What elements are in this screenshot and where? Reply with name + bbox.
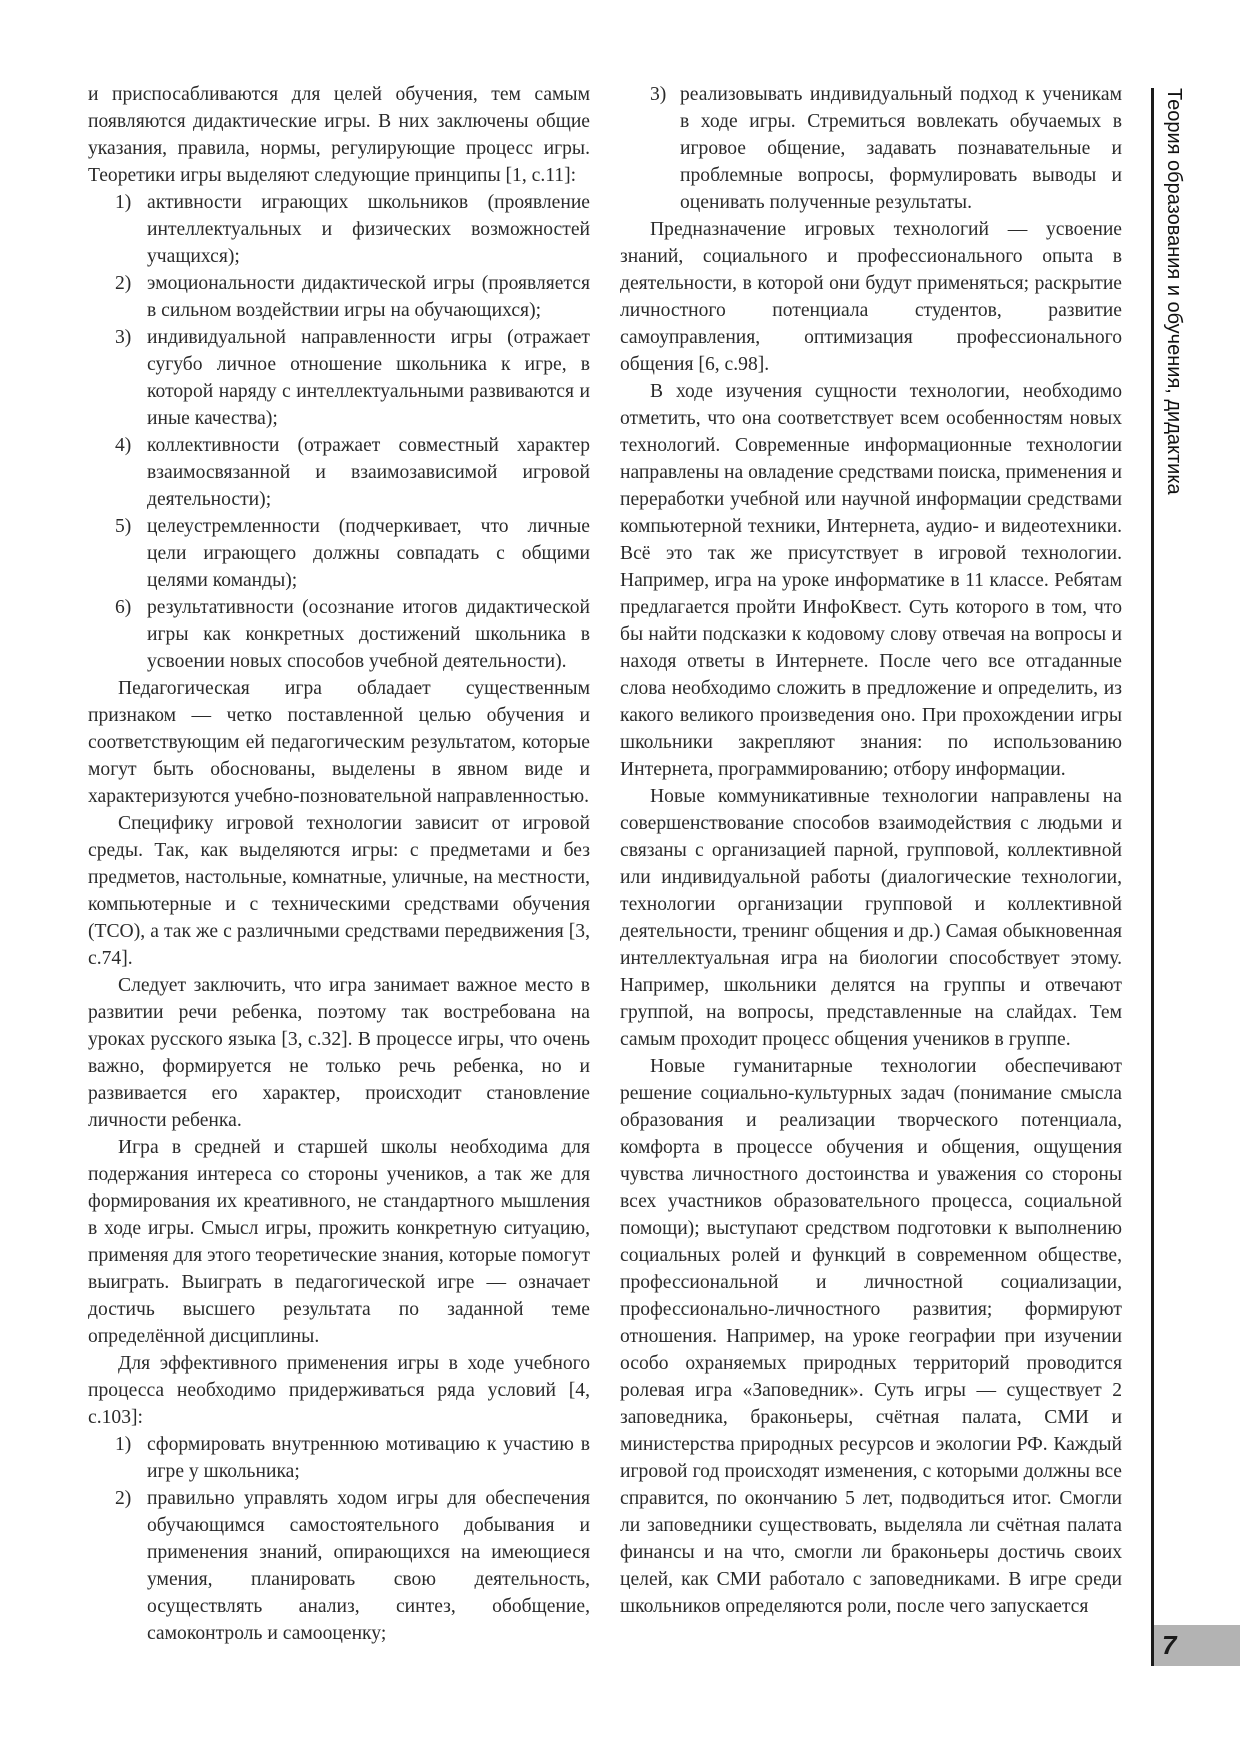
body-paragraph: Педагогическая игра обладает существенным признаком — четко поставленной целью обучения и соответствующим ей педагогическим результатом, которые могут быть обоснованы, выделены в явном виде и характеризуются учебно-позновательной направленностью.: [88, 678, 590, 807]
body-paragraph: Следует заключить, что игра занимает важное место в развитии речи ребенка, поэтому так востребована на уроках русского языка [3, с.32]. В процессе игры, что очень важно, формируется не только речь ребенка, но и развивается его характер, происходит становление личности ребенка.: [88, 975, 590, 1131]
list-text: сформировать внутреннюю мотивацию к участию в игре у школьника;: [147, 1434, 590, 1482]
conditions-list-continued: [620, 81, 1122, 216]
list-text: целеустремленности (подчеркивает, что личные цели играющего должны совпадать с общими целями команды);: [147, 516, 590, 591]
principles-list: [88, 189, 590, 675]
intro-paragraph: и приспосабливаются для целей обучения, тем самым появляются дидактические игры. В них заключены общие указания, правила, нормы, регулирующие процесс игры. Теоретики игры выделяют следующие принципы [1, с.11]:: [88, 84, 590, 186]
list-item: [88, 1485, 590, 1647]
right-column: [620, 81, 1122, 1620]
list-item: [88, 270, 590, 324]
list-item: [620, 81, 1122, 216]
body-paragraph: Новые коммуникативные технологии направлены на совершенствование способов взаимодействия с людьми и связаны с организацией парной, групповой, коллективной или индивидуальной работы (диалогические технологии, технологии организации групповой и коллективной деятельности, тренинг общения и др.) Самая обыкновенная интеллектуальная игра на биологии способствует этому. Например, школьники делятся на группы и отвечают группой, на вопросы, представленные на слайдах. Тем самым проходит процесс общения учеников в группе.: [620, 786, 1122, 1050]
list-number: 1): [115, 1434, 132, 1455]
list-item: [88, 513, 590, 594]
list-text: результативности (осознание итогов дидактической игры как конкретных достижений школьника в усвоении новых способов учебной деятельности).: [147, 597, 590, 672]
list-text: коллективности (отражает совместный характер взаимосвязанной и взаимозависимой игровой деятельности);: [147, 435, 590, 510]
margin-rule: [1151, 88, 1154, 1666]
list-number: 1): [115, 192, 132, 213]
list-number: 4): [115, 435, 132, 456]
page-number: 7: [1162, 1630, 1177, 1660]
list-text: активности играющих школьников (проявление интеллектуальных и физических возможностей учащихся);: [147, 192, 590, 267]
list-number: 6): [115, 597, 132, 618]
list-number: 3): [650, 84, 667, 105]
list-item: [88, 594, 590, 675]
list-text: реализовывать индивидуальный подход к ученикам в ходе игры. Стремиться вовлекать обучаемых в игровое общение, задавать познавательные и проблемные вопросы, формулировать выводы и оценивать полученные результаты.: [680, 84, 1122, 213]
list-number: 2): [115, 1488, 132, 1509]
left-column: [88, 81, 590, 1647]
list-item: [88, 1431, 590, 1485]
body-paragraph: Для эффективного применения игры в ходе учебного процесса необходимо придерживаться ряда условий [4, с.103]:: [88, 1353, 590, 1428]
list-number: 3): [115, 327, 132, 348]
list-item: [88, 324, 590, 432]
list-item: [88, 189, 590, 270]
list-number: 2): [115, 273, 132, 294]
list-number: 5): [115, 516, 132, 537]
body-paragraph: В ходе изучения сущности технологии, необходимо отметить, что она соответствует всем особенностям новых технологий. Современные информационные технологии направлены на овладение средствами поиска, применения и переработки учебной или научной информации средствами компьютерной техники, Интернета, аудио- и видеотехники. Всё это так же присутствует в игровой технологии. Например, игра на уроке информатике в 11 классе. Ребятам предлагается пройти ИнфоКвест. Суть которого в том, что бы найти подсказки к кодовому слову отвечая на вопросы и находя ответы в Интернете. После чего все отгаданные слова необходимо сложить в предложение и определить, из какого великого произведения оно. При прохождении игры школьники закрепляют знания: по использованию Интернета, программированию; отбору информации.: [620, 381, 1122, 780]
body-paragraph: Предназначение игровых технологий — усвоение знаний, социального и профессионального опыта в деятельности, в которой они будут применяться; раскрытие личностного потенциала студентов, развитие самоуправления, оптимизация профессионального общения [6, с.98].: [620, 219, 1122, 375]
list-text: эмоциональности дидактической игры (проявляется в сильном воздействии игры на обучающихся);: [147, 273, 590, 321]
page-number-tab: [1154, 1625, 1240, 1666]
conditions-list: [88, 1431, 590, 1647]
list-item: [88, 432, 590, 513]
body-paragraph: Новые гуманитарные технологии обеспечивают решение социально-культурных задач (понимание смысла образования и реализации творческого потенциала, комфорта в процессе обучения и общения, ощущения чувства личностного достоинства и уважения со стороны всех участников образовательного процесса, социальной помощи); выступают средством подготовки к выполнению социальных ролей и функций в современном обществе, профессиональной и личностной социализации, профессионально-личностного развития; формируют отношения. Например, на уроке географии при изучении особо охраняемых природных территорий проводится ролевая игра «Заповедник». Суть игры — существует 2 заповедника, браконьеры, счётная палата, СМИ и министерства природных ресурсов и экологии РФ. Каждый игровой год происходят изменения, с которыми должны все справится, по окончанию 5 лет, подводиться итог. Смогли ли заповедники существовать, выделяла ли счётная палата финансы и на что, смогли ли браконьеры достичь своих целей, как СМИ работало с заповедниками. В игре среди школьников определяются роли, после чего запускается: [620, 1056, 1122, 1617]
running-section-title: Теория образования и обучения, дидактика: [1163, 88, 1185, 495]
body-paragraph: Игра в средней и старшей школы необходима для подержания интереса со стороны учеников, а так же для формирования их креативного, не стандартного мышления в ходе игры. Смысл игры, прожить конкретную ситуацию, применяя для этого теоретические знания, которые помогут выиграть. Выиграть в педагогической игре — означает достичь высшего результата по заданной теме определённой дисциплины.: [88, 1137, 590, 1347]
list-text: индивидуальной направленности игры (отражает сугубо личное отношение школьника к игре, в которой наряду с интеллектуальными развиваются и иные качества);: [147, 327, 590, 429]
body-paragraph: Специфику игровой технологии зависит от игровой среды. Так, как выделяются игры: с предметами и без предметов, настольные, комнатные, уличные, на местности, компьютерные и с техническими средствами обучения (ТСО), а так же с различными средствами передвижения [3, с.74].: [88, 813, 590, 969]
list-text: правильно управлять ходом игры для обеспечения обучающимся самостоятельного добывания и применения знаний, опирающихся на имеющиеся умения, планировать свою деятельность, осуществлять анализ, синтез, обобщение, самоконтроль и самооценку;: [147, 1488, 590, 1644]
